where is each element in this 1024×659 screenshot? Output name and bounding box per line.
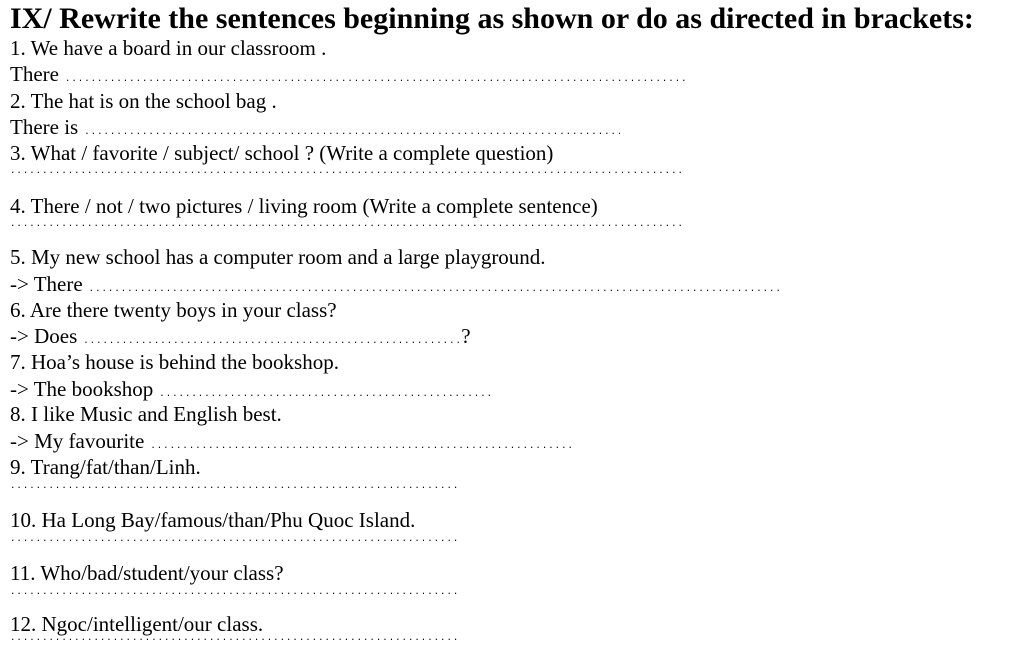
answer-start: -> Does [10, 324, 78, 348]
item-9-prompt: 9. Trang/fat/than/Linh. [10, 455, 201, 479]
item-9-answer-line[interactable] [10, 481, 458, 507]
dotted-line [65, 74, 685, 84]
dotted-line [10, 633, 458, 643]
answer-end: ? [461, 324, 471, 348]
dotted-line [150, 441, 576, 451]
item-11-prompt: 11. Who/bad/student/your class? [10, 561, 284, 585]
dotted-line [10, 534, 458, 544]
item-5-prompt: 5. My new school has a computer room and a large playground. [10, 245, 546, 269]
item-2-prompt: 2. The hat is on the school bag . [10, 89, 277, 113]
item-5-answer-line[interactable] [10, 271, 779, 297]
item-2-answer-line[interactable] [10, 114, 620, 140]
dotted-line [10, 219, 686, 229]
dotted-line [83, 336, 459, 346]
answer-start: -> My favourite [10, 429, 145, 453]
dotted-line [159, 389, 495, 399]
dotted-line [10, 587, 458, 597]
answer-start: -> There [10, 272, 83, 296]
item-12-answer-line[interactable] [10, 633, 458, 659]
item-6-prompt: 6. Are there twenty boys in your class? [10, 298, 337, 322]
item-8-prompt: 8. I like Music and English best. [10, 402, 282, 426]
item-4-prompt: 4. There / not / two pictures / living room (Write a complete sentence) [10, 194, 598, 218]
item-7-answer-line[interactable] [10, 376, 495, 402]
item-12-prompt: 12. Ngoc/intelligent/our class. [10, 612, 264, 636]
item-1-answer-line[interactable] [10, 61, 685, 87]
exercise-title: IX/ Rewrite the sentences beginning as shown or do as directed in brackets: [10, 2, 974, 35]
dotted-line [84, 127, 620, 137]
item-7-prompt: 7. Hoa’s house is behind the bookshop. [10, 350, 339, 374]
item-10-answer-line[interactable] [10, 534, 458, 560]
answer-start: -> The bookshop [10, 377, 154, 401]
item-8-answer-line[interactable] [10, 428, 576, 454]
answer-start: There is [10, 115, 79, 139]
item-1-prompt: 1. We have a board in our classroom . [10, 36, 327, 60]
answer-start: There [10, 62, 59, 86]
item-3-prompt: 3. What / favorite / subject/ school ? (Write a complete question) [10, 141, 554, 165]
item-6-answer-line[interactable] [10, 323, 471, 349]
item-3-answer-line[interactable] [10, 166, 686, 192]
item-11-answer-line[interactable] [10, 587, 458, 613]
dotted-line [10, 166, 686, 176]
dotted-line [89, 284, 779, 294]
item-4-answer-line[interactable] [10, 219, 686, 245]
dotted-line [10, 481, 458, 491]
item-10-prompt: 10. Ha Long Bay/famous/than/Phu Quoc Island. [10, 508, 416, 532]
